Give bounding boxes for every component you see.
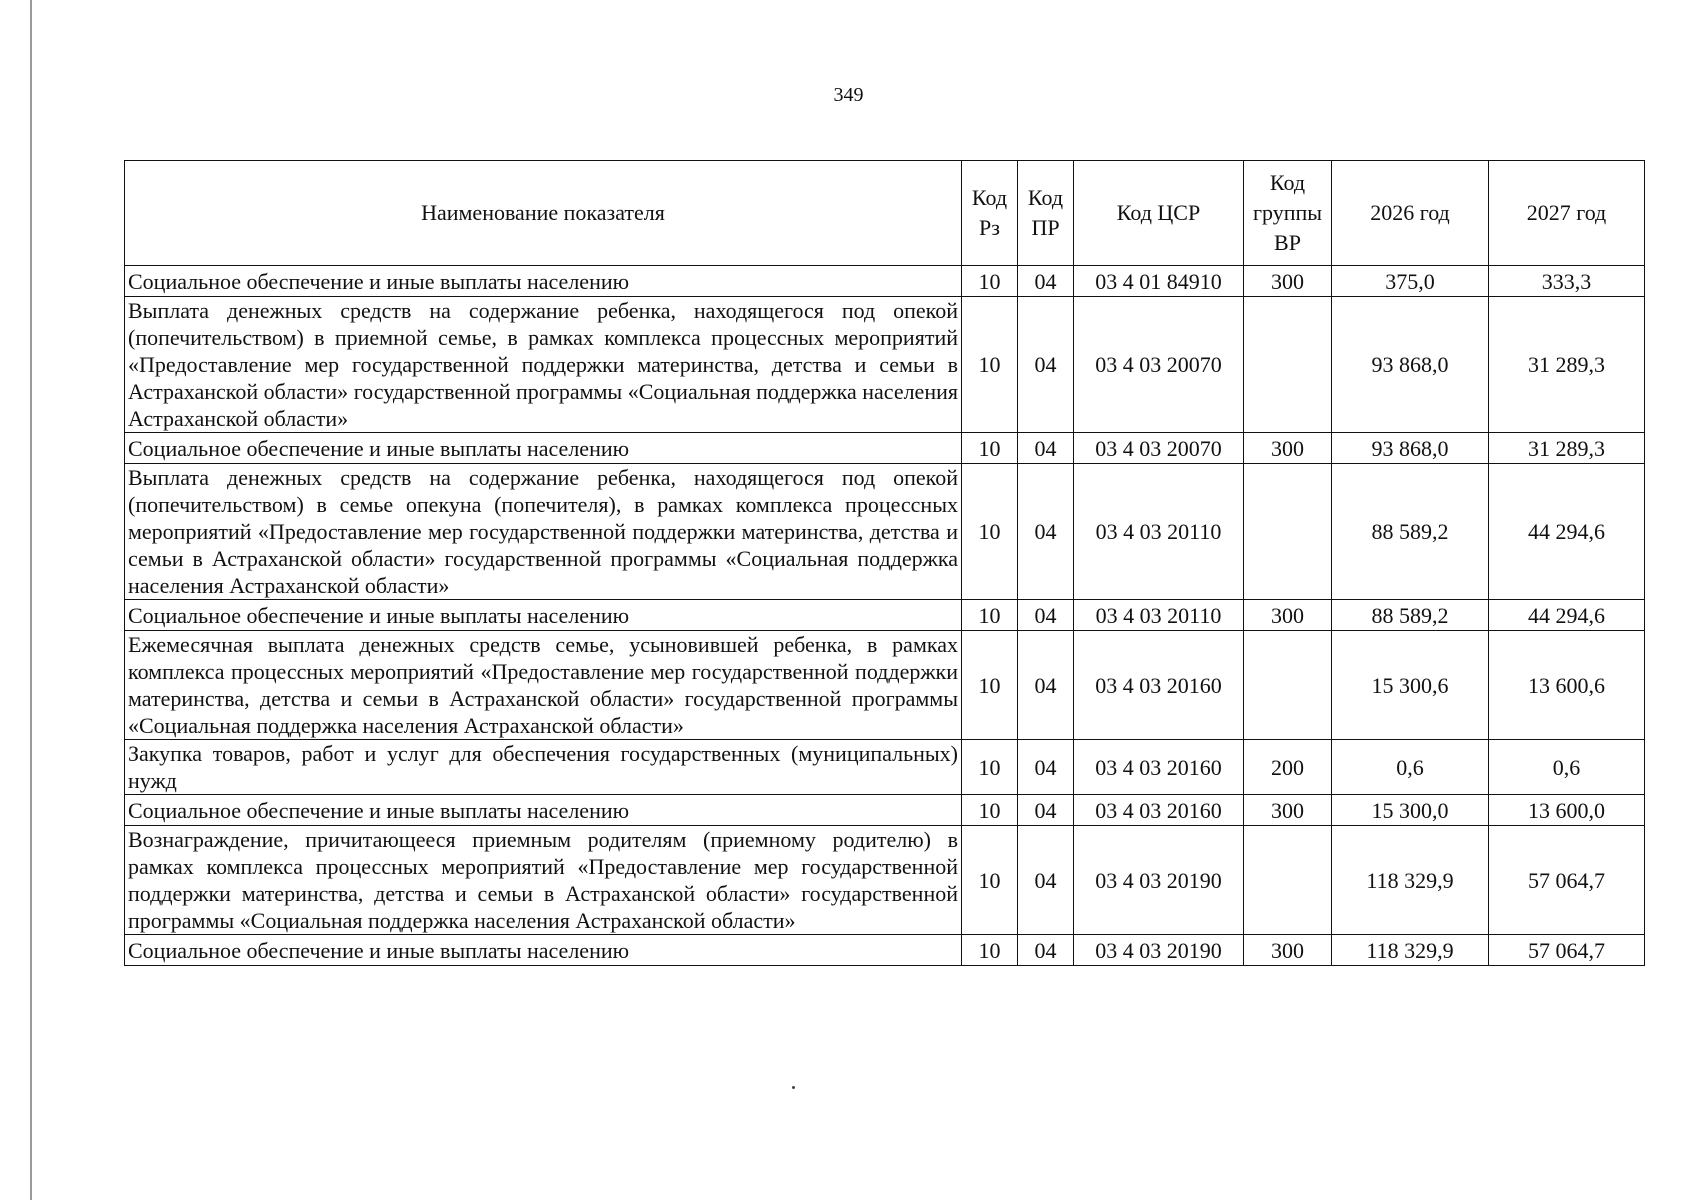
row-2026: 375,0 [1332, 266, 1489, 297]
row-2026: 118 329,9 [1332, 935, 1489, 966]
header-row [125, 161, 1645, 266]
row-vr: 300 [1244, 600, 1332, 631]
row-2027: 13 600,6 [1489, 631, 1645, 740]
row-rz: 10 [962, 631, 1018, 740]
left-margin-line [30, 0, 32, 1200]
row-rz: 10 [962, 935, 1018, 966]
row-pr: 04 [1018, 795, 1074, 826]
row-vr [1244, 297, 1332, 433]
row-2027: 44 294,6 [1489, 600, 1645, 631]
budget-table [124, 160, 1645, 966]
row-rz: 10 [962, 600, 1018, 631]
row-2027: 44 294,6 [1489, 464, 1645, 600]
table-row [125, 433, 1645, 464]
row-pr: 04 [1018, 266, 1074, 297]
table-header [125, 161, 1645, 266]
row-vr: 300 [1244, 433, 1332, 464]
row-rz: 10 [962, 826, 1018, 935]
row-vr [1244, 826, 1332, 935]
header-csr: Код ЦСР [1074, 161, 1244, 266]
table-row [125, 795, 1645, 826]
row-2027: 0,6 [1489, 740, 1645, 795]
row-vr: 300 [1244, 935, 1332, 966]
row-csr: 03 4 03 20110 [1074, 600, 1244, 631]
row-name: Социальное обеспечение и иные выплаты населению [125, 433, 962, 464]
table-row [125, 600, 1645, 631]
row-name: Вознаграждение, причитающееся приемным родителям (приемному родителю) в рамках комплекса процессных мероприятий «Предоставление мер государственной поддержки материнства, детства и семьи в Астраханской области» государственной программы «Социальная поддержка населения Астраханской области» [125, 826, 962, 935]
row-2027: 31 289,3 [1489, 433, 1645, 464]
row-name: Выплата денежных средств на содержание ребенка, находящегося под опекой (попечительством) в семье опекуна (попечителя), в рамках комплекса процессных мероприятий «Предоставление мер государственной поддержки материнства, детства и семьи в Астраханской области» государственной программы «Социальная поддержка населения Астраханской области» [125, 464, 962, 600]
row-2026: 118 329,9 [1332, 826, 1489, 935]
row-name: Социальное обеспечение и иные выплаты населению [125, 266, 962, 297]
row-name: Выплата денежных средств на содержание ребенка, находящегося под опекой (попечительством) в приемной семье, в рамках комплекса процессных мероприятий «Предоставление мер государственной поддержки материнства, детства и семьи в Астраханской области» государственной программы «Социальная поддержка населения Астраханской области» [125, 297, 962, 433]
row-pr: 04 [1018, 297, 1074, 433]
row-csr: 03 4 03 20160 [1074, 631, 1244, 740]
row-vr: 300 [1244, 266, 1332, 297]
row-rz: 10 [962, 740, 1018, 795]
header-name: Наименование показателя [125, 161, 962, 266]
row-csr: 03 4 03 20190 [1074, 826, 1244, 935]
row-vr: 300 [1244, 795, 1332, 826]
table-row [125, 266, 1645, 297]
row-name: Закупка товаров, работ и услуг для обеспечения государственных (муниципальных) нужд [125, 740, 962, 795]
row-csr: 03 4 03 20160 [1074, 740, 1244, 795]
header-pr: Код ПР [1018, 161, 1074, 266]
header-2027: 2027 год [1489, 161, 1645, 266]
row-name: Социальное обеспечение и иные выплаты населению [125, 795, 962, 826]
page-number: 349 [833, 84, 864, 106]
row-pr: 04 [1018, 935, 1074, 966]
row-2026: 88 589,2 [1332, 600, 1489, 631]
row-csr: 03 4 03 20070 [1074, 297, 1244, 433]
row-rz: 10 [962, 795, 1018, 826]
row-pr: 04 [1018, 826, 1074, 935]
header-rz: Код Рз [962, 161, 1018, 266]
row-rz: 10 [962, 297, 1018, 433]
row-2026: 15 300,6 [1332, 631, 1489, 740]
row-2027: 57 064,7 [1489, 935, 1645, 966]
row-2027: 31 289,3 [1489, 297, 1645, 433]
row-rz: 10 [962, 433, 1018, 464]
row-name: Ежемесячная выплата денежных средств семье, усыновившей ребенка, в рамках комплекса процессных мероприятий «Предоставление мер государственной поддержки материнства, детства и семьи в Астраханской области» государственной программы «Социальная поддержка населения Астраханской области» [125, 631, 962, 740]
row-name: Социальное обеспечение и иные выплаты населению [125, 600, 962, 631]
row-csr: 03 4 03 20190 [1074, 935, 1244, 966]
table-row [125, 631, 1645, 740]
row-csr: 03 4 01 84910 [1074, 266, 1244, 297]
row-2027: 13 600,0 [1489, 795, 1645, 826]
table-row [125, 740, 1645, 795]
row-pr: 04 [1018, 600, 1074, 631]
row-vr: 200 [1244, 740, 1332, 795]
row-csr: 03 4 03 20160 [1074, 795, 1244, 826]
row-2026: 93 868,0 [1332, 297, 1489, 433]
table-row [125, 297, 1645, 433]
row-2027: 57 064,7 [1489, 826, 1645, 935]
row-pr: 04 [1018, 740, 1074, 795]
row-pr: 04 [1018, 433, 1074, 464]
scan-speck [792, 1086, 795, 1089]
row-rz: 10 [962, 266, 1018, 297]
row-2027: 333,3 [1489, 266, 1645, 297]
row-name: Социальное обеспечение и иные выплаты населению [125, 935, 962, 966]
table-row [125, 464, 1645, 600]
row-pr: 04 [1018, 464, 1074, 600]
table-row [125, 826, 1645, 935]
row-rz: 10 [962, 464, 1018, 600]
row-csr: 03 4 03 20110 [1074, 464, 1244, 600]
row-2026: 93 868,0 [1332, 433, 1489, 464]
row-vr [1244, 631, 1332, 740]
table-body [125, 266, 1645, 966]
row-pr: 04 [1018, 631, 1074, 740]
row-vr [1244, 464, 1332, 600]
row-2026: 15 300,0 [1332, 795, 1489, 826]
row-2026: 0,6 [1332, 740, 1489, 795]
row-2026: 88 589,2 [1332, 464, 1489, 600]
table-row [125, 935, 1645, 966]
header-vr: Код группы ВР [1244, 161, 1332, 266]
header-2026: 2026 год [1332, 161, 1489, 266]
row-csr: 03 4 03 20070 [1074, 433, 1244, 464]
